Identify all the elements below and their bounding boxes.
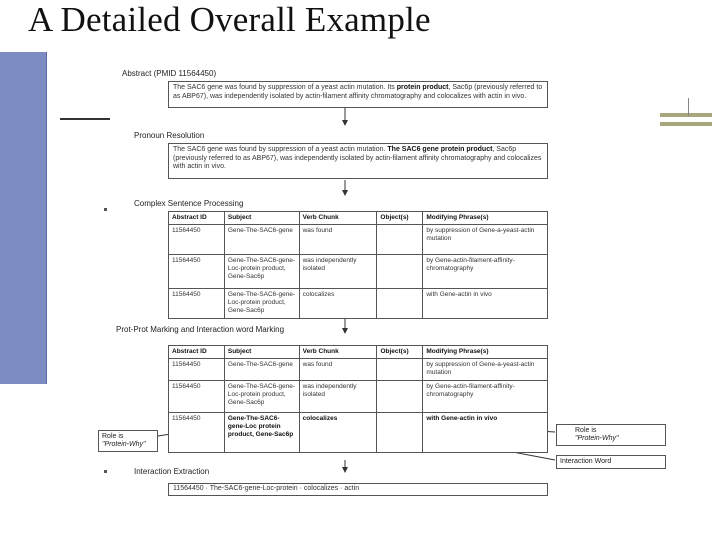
col-header: Subject <box>224 346 299 359</box>
cell: with Gene-actin in vivo <box>423 289 548 319</box>
final-box <box>168 483 548 496</box>
cell: with Gene-actin in vivo <box>423 413 548 453</box>
pronoun-highlight: The SAC6 gene protein product <box>387 146 493 153</box>
cell: Gene-The-SAC6-gene-Loc protein product, Gene-Sac6p <box>224 413 299 453</box>
col-header: Abstract ID <box>169 212 225 225</box>
cell: Gene-The-SAC6-gene-Loc-protein product, Gene-Sac6p <box>224 255 299 289</box>
cell: was independently isolated <box>299 381 377 413</box>
cell: Gene-The-SAC6-gene <box>224 359 299 381</box>
pronoun-text: The SAC6 gene was found by suppression of a yeast actin mutation. <box>173 146 388 153</box>
page-title: A Detailed Overall Example <box>28 0 431 39</box>
cell: 11564450 <box>169 413 225 453</box>
cell: colocalizes <box>299 289 377 319</box>
col-header: Object(s) <box>377 346 423 359</box>
abstract-text: The SAC6 gene was found by suppression of a yeast actin mutation. Its <box>173 84 397 91</box>
abstract-box <box>168 81 548 108</box>
interaction-word-callout <box>556 455 666 469</box>
abstract-highlight: protein product <box>396 84 449 91</box>
cell: was found <box>299 225 377 255</box>
cell <box>377 255 423 289</box>
col-header: Verb Chunk <box>299 346 377 359</box>
col-header: Modifying Phrase(s) <box>423 346 548 359</box>
stage-label-abstract: Abstract (PMID 11564450) <box>122 69 217 78</box>
sentence-table <box>168 211 548 319</box>
cell: Gene-The-SAC6-gene <box>224 225 299 255</box>
marked-table <box>168 345 548 453</box>
cell <box>377 225 423 255</box>
role-value: "Protein-Why" <box>575 435 619 442</box>
cell: by Gene-actin-filament-affinity-chromatography <box>423 255 548 289</box>
pronoun-box <box>168 143 548 179</box>
table-row <box>169 289 548 319</box>
stage-label-pronoun: Pronoun Resolution <box>134 131 205 140</box>
role-callout-right <box>556 424 666 446</box>
cell <box>377 381 423 413</box>
pronoun-text-2: , Sac6p (previously referred to as ABP67), was independently isolated by actin-filament affinity chromatography and colocalizes with actin in vivo. <box>173 146 542 170</box>
cell: 11564450 <box>169 255 225 289</box>
cell: by suppression of Gene-a-yeast-actin mutation <box>423 225 548 255</box>
col-header: Object(s) <box>377 212 423 225</box>
stage-label-final: Interaction Extraction <box>134 467 210 476</box>
col-header: Subject <box>224 212 299 225</box>
cell <box>377 359 423 381</box>
role-label: Role is <box>575 427 597 434</box>
cell: was found <box>299 359 377 381</box>
table-row <box>169 359 548 381</box>
col-header: Verb Chunk <box>299 212 377 225</box>
cell <box>377 413 423 453</box>
table-row <box>169 413 548 453</box>
cell <box>377 289 423 319</box>
cell: 11564450 <box>169 225 225 255</box>
cell: colocalizes <box>299 413 377 453</box>
abstract-text-2: , Sac6p (previously referred to as ABP67), was independently isolated by actin-filament affinity chromatography and colocalizes with actin in vivo. <box>173 84 543 100</box>
stage-label-ppi: Prot-Prot Marking and Interaction word Marking <box>116 325 285 334</box>
table-row <box>169 255 548 289</box>
role-label: Role is <box>102 433 124 440</box>
role-callout-left <box>98 430 158 452</box>
interaction-word-label: Interaction Word <box>560 458 612 465</box>
cell: by suppression of Gene-a-yeast-actin mutation <box>423 359 548 381</box>
cell: Gene-The-SAC6-gene-Loc-protein product, Gene-Sac6p <box>224 381 299 413</box>
cell: was independently isolated <box>299 255 377 289</box>
cell: 11564450 <box>169 289 225 319</box>
cell: 11564450 <box>169 381 225 413</box>
cell: 11564450 <box>169 359 225 381</box>
table-row <box>169 381 548 413</box>
role-value: "Protein-Why" <box>102 441 146 448</box>
final-text: 11564450 · The-SAC6-gene-Loc-protein · colocalizes · actin <box>173 485 360 492</box>
stage-label-complex: Complex Sentence Processing <box>134 199 244 208</box>
table-row <box>169 225 548 255</box>
cell: Gene-The-SAC6-gene-Loc-protein product, Gene-Sac6p <box>224 289 299 319</box>
col-header: Modifying Phrase(s) <box>423 212 548 225</box>
col-header: Abstract ID <box>169 346 225 359</box>
cell: by Gene-actin-filament-affinity-chromatography <box>423 381 548 413</box>
